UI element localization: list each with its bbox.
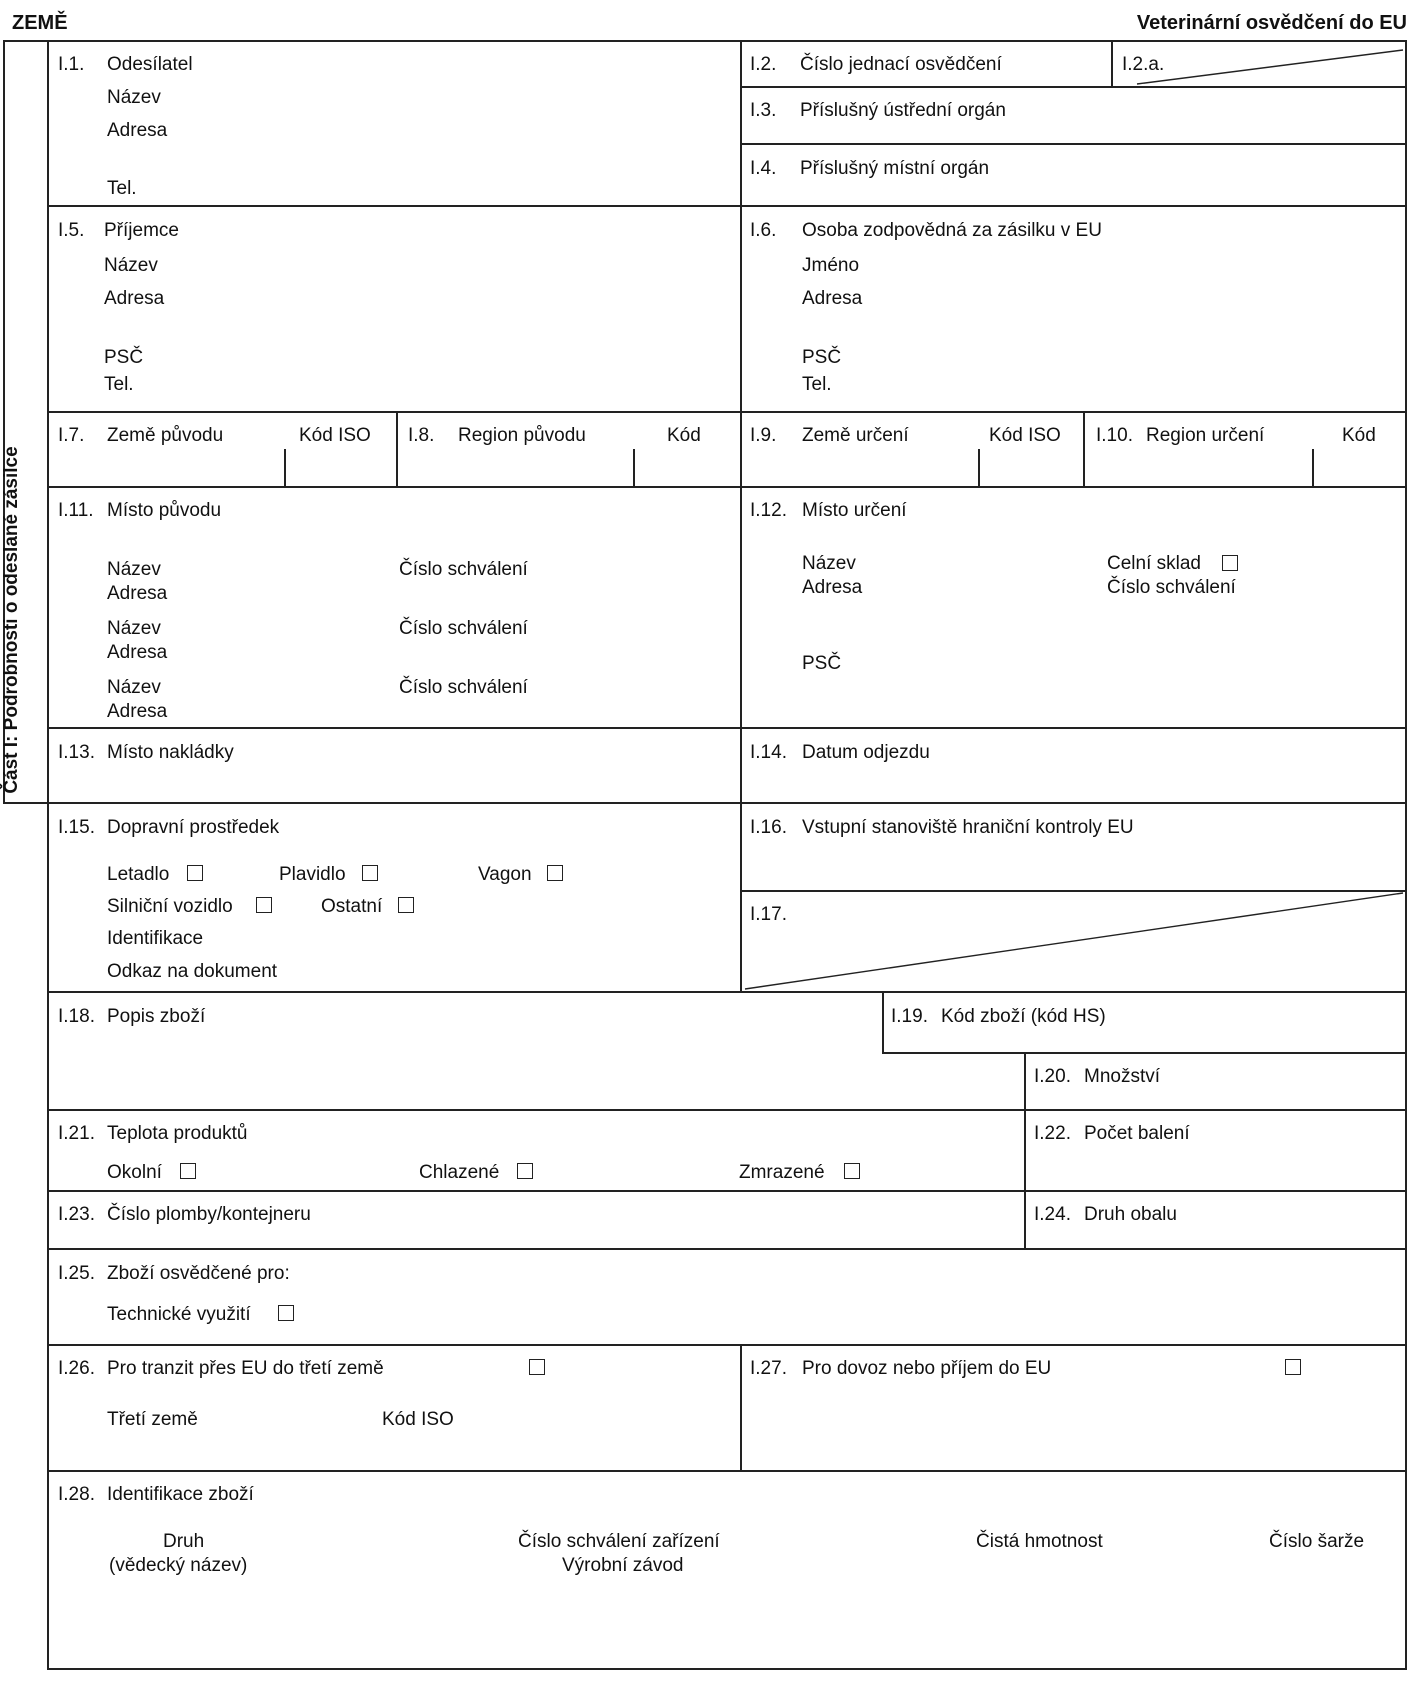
name-label: Název <box>107 559 161 580</box>
transit-label: Pro tranzit přes EU do třetí země <box>107 1358 384 1379</box>
manufacturing-plant-label: Výrobní závod <box>562 1555 684 1576</box>
approval-label: Číslo schválení <box>399 618 528 639</box>
name-label: Název <box>107 87 161 108</box>
field-num: I.21. <box>58 1123 95 1144</box>
field-num: I.20. <box>1034 1066 1071 1087</box>
customs-warehouse-checkbox[interactable] <box>1222 555 1238 571</box>
wagon-label: Vagon <box>478 864 532 885</box>
field-num: I.24. <box>1034 1204 1071 1225</box>
field-i2a-label: I.2.a. <box>1122 54 1165 75</box>
region-origin-label: Region původu <box>458 425 586 446</box>
chilled-label: Chlazené <box>419 1162 500 1183</box>
iso-code-label: Kód ISO <box>382 1409 454 1430</box>
field-num: I.1. <box>58 54 85 75</box>
postcode-label: PSČ <box>802 653 842 674</box>
code-label: Kód <box>667 425 701 446</box>
other-label: Ostatní <box>321 896 383 917</box>
net-weight-label: Čistá hmotnost <box>976 1531 1103 1552</box>
address-label: Adresa <box>107 701 168 722</box>
chilled-checkbox[interactable] <box>517 1163 533 1179</box>
local-authority-label: Příslušný místní orgán <box>800 158 990 179</box>
technical-use-label: Technické využití <box>107 1304 251 1325</box>
address-label: Adresa <box>802 577 863 598</box>
seal-container-label: Číslo plomby/kontejneru <box>107 1204 311 1225</box>
country-header: ZEMĚ <box>12 12 68 34</box>
field-num: I.15. <box>58 817 95 838</box>
field-num: I.8. <box>408 425 435 446</box>
plane-label: Letadlo <box>107 864 170 885</box>
field-num: I.18. <box>58 1006 95 1027</box>
batch-number-label: Číslo šarže <box>1269 1531 1365 1552</box>
packages-count-label: Počet balení <box>1084 1123 1190 1144</box>
frozen-checkbox[interactable] <box>844 1163 860 1179</box>
field-num: I.4. <box>750 158 777 179</box>
place-origin-label: Místo původu <box>107 500 222 521</box>
import-checkbox[interactable] <box>1285 1359 1301 1375</box>
tel-label: Tel. <box>107 178 137 199</box>
field-num: I.22. <box>1034 1123 1071 1144</box>
approval-label: Číslo schválení <box>1107 577 1236 598</box>
address-label: Adresa <box>802 288 863 309</box>
address-label: Adresa <box>104 288 165 309</box>
certificate-title: Veterinární osvědčení do EU <box>1136 12 1407 34</box>
field-num: I.27. <box>750 1358 787 1379</box>
country-destination-label: Země určení <box>802 425 909 446</box>
field-num: I.25. <box>58 1263 95 1284</box>
ambient-checkbox[interactable] <box>180 1163 196 1179</box>
field-num: I.13. <box>58 742 95 763</box>
region-destination-label: Region určení <box>1146 425 1265 446</box>
name-label: Název <box>107 677 161 698</box>
field-num: I.12. <box>750 500 787 521</box>
field-num: I.11. <box>58 500 94 521</box>
approval-label: Číslo schválení <box>399 559 528 580</box>
field-num: I.16. <box>750 817 787 838</box>
field-num: I.26. <box>58 1358 95 1379</box>
identification-label: Identifikace <box>107 928 204 949</box>
field-num: I.7. <box>58 425 85 446</box>
species-label: Druh <box>163 1531 205 1552</box>
name-label: Název <box>802 553 856 574</box>
consignee-label: Příjemce <box>104 220 179 241</box>
responsible-person-label: Osoba zodpovědná za zásilku v EU <box>802 220 1102 241</box>
address-label: Adresa <box>107 583 168 604</box>
border-post-label: Vstupní stanoviště hraniční kontroly EU <box>802 817 1134 838</box>
other-checkbox[interactable] <box>398 897 414 913</box>
scientific-name-label: (vědecký název) <box>109 1555 248 1576</box>
field-num: I.9. <box>750 425 777 446</box>
postcode-label: PSČ <box>802 347 842 368</box>
certified-for-label: Zboží osvědčené pro: <box>107 1263 290 1284</box>
field-num: I.19. <box>891 1006 928 1027</box>
document-ref-label: Odkaz na dokument <box>107 961 278 982</box>
transit-checkbox[interactable] <box>529 1359 545 1375</box>
loading-place-label: Místo nakládky <box>107 742 234 763</box>
frozen-label: Zmrazené <box>739 1162 825 1183</box>
address-label: Adresa <box>107 120 168 141</box>
transport-label: Dopravní prostředek <box>107 817 280 838</box>
import-label: Pro dovoz nebo příjem do EU <box>802 1358 1052 1379</box>
field-num: I.6. <box>750 220 777 241</box>
field-num: I.3. <box>750 100 777 121</box>
establishment-approval-label: Číslo schválení zařízení <box>518 1531 720 1552</box>
iso-code-label: Kód ISO <box>989 425 1061 446</box>
approval-label: Číslo schválení <box>399 677 528 698</box>
field-num: I.5. <box>58 220 85 241</box>
field-num: I.14. <box>750 742 787 763</box>
tel-label: Tel. <box>104 374 134 395</box>
country-origin-label: Země původu <box>107 425 224 446</box>
goods-identification-label: Identifikace zboží <box>107 1484 254 1505</box>
ship-label: Plavidlo <box>279 864 346 885</box>
field-title: Odesílatel <box>107 54 193 75</box>
third-country-label: Třetí země <box>107 1409 198 1430</box>
field-num: I.10. <box>1096 425 1133 446</box>
field-i17-label: I.17. <box>750 904 787 925</box>
certificate-ref-label: Číslo jednací osvědčení <box>800 54 1002 75</box>
ambient-label: Okolní <box>107 1162 162 1183</box>
central-authority-label: Příslušný ústřední orgán <box>800 100 1006 121</box>
departure-date-label: Datum odjezdu <box>802 742 930 763</box>
goods-description-label: Popis zboží <box>107 1006 206 1027</box>
name-label: Název <box>104 255 158 276</box>
diagonal-i2a <box>1137 50 1403 84</box>
code-label: Kód <box>1342 425 1376 446</box>
address-label: Adresa <box>107 642 168 663</box>
quantity-label: Množství <box>1084 1066 1161 1087</box>
field-num: I.28. <box>58 1484 95 1505</box>
name-label: Název <box>107 618 161 639</box>
customs-warehouse-label: Celní sklad <box>1107 553 1201 574</box>
field-num: I.2. <box>750 54 777 75</box>
iso-code-label: Kód ISO <box>299 425 371 446</box>
road-vehicle-label: Silniční vozidlo <box>107 896 233 917</box>
temperature-label: Teplota produktů <box>107 1123 248 1144</box>
field-num: I.23. <box>58 1204 95 1225</box>
hs-code-label: Kód zboží (kód HS) <box>941 1006 1106 1027</box>
packaging-type-label: Druh obalu <box>1084 1204 1177 1225</box>
tel-label: Tel. <box>802 374 832 395</box>
place-destination-label: Místo určení <box>802 500 907 521</box>
technical-use-checkbox[interactable] <box>278 1305 294 1321</box>
road-vehicle-checkbox[interactable] <box>256 897 272 913</box>
name-label: Jméno <box>802 255 860 276</box>
diagonal-i17 <box>745 893 1403 989</box>
postcode-label: PSČ <box>104 347 144 368</box>
ship-checkbox[interactable] <box>362 865 378 881</box>
wagon-checkbox[interactable] <box>547 865 563 881</box>
plane-checkbox[interactable] <box>187 865 203 881</box>
